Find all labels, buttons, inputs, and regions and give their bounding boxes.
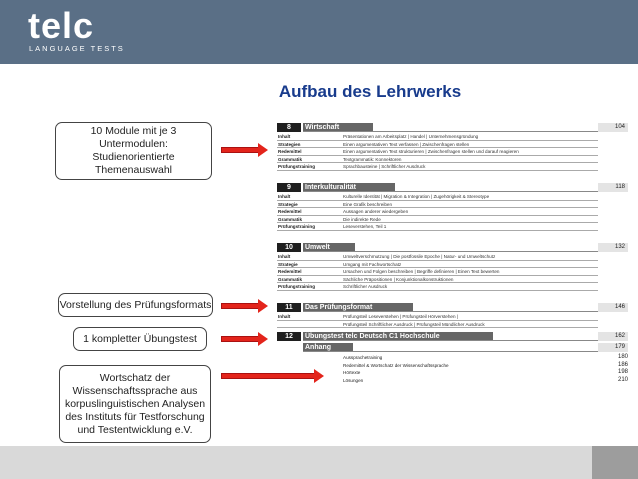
logo-word: telc <box>28 5 95 46</box>
module-number: 12 <box>277 332 301 341</box>
appendix-page: 179 <box>598 343 628 352</box>
toc-row: Prüfungstraining Sprachbausteine | Schriftlicher Ausdruck <box>277 163 598 171</box>
toc-row: Redemittel Ursachen und Folgen beschreiben | Begriffe definieren | Einen Text bewerten <box>277 268 598 276</box>
arrow-practice-test <box>221 334 269 344</box>
module-header <box>277 243 628 252</box>
module-rows <box>277 193 598 231</box>
callout-modules: 10 Module mit je 3 Untermodulen: Studienorientierte Themenauswahl <box>55 122 212 180</box>
module-number: 10 <box>277 243 301 252</box>
appendix-item: Aussprachetraining 180 <box>343 354 628 360</box>
appendix-item: Hörtexte 198 <box>343 369 628 376</box>
callout-vocabulary: Wortschatz der Wissenschaftssprache aus korpuslinguistischen Analysen des Instituts für Testforschung und Testentwicklung e.V. <box>59 365 211 443</box>
module-name: Interkulturalität <box>303 183 395 192</box>
toc-row: Inhalt Umweltverschmutzung | Die postfossile Epoche | Natur- und Umweltschutz <box>277 253 598 261</box>
toc-row: Strategien Einen argumentativen Text verfassen | Zwischenfragen stellen <box>277 141 598 149</box>
module-name: Umwelt <box>303 243 355 252</box>
toc-row: Grammatik Sächliche Präpositionen | Konjunktionalkonstruktionen <box>277 276 598 284</box>
table-of-contents <box>277 123 628 426</box>
module-rows <box>277 133 598 171</box>
module-page: 162 <box>598 332 628 341</box>
toc-row: Prüfungsteil Schriftlicher Ausdruck | Prüfungsteil Mündlicher Ausdruck <box>277 321 598 329</box>
footer-accent <box>592 446 638 479</box>
module-header <box>277 183 628 192</box>
module-page: 146 <box>598 303 628 312</box>
toc-row: Inhalt Präsentationen am Arbeitsplatz | Handel | Unternehmensgründung <box>277 133 598 141</box>
toc-row: Grammatik Die indirekte Rede <box>277 216 598 224</box>
logo-subtitle: LANGUAGE TESTS <box>29 44 125 53</box>
module-name: Das Prüfungsformat <box>303 303 413 312</box>
module-page: 118 <box>598 183 628 192</box>
toc-row: Strategie Eine Grafik beschreiben <box>277 201 598 209</box>
arrow-exam-format <box>221 301 269 311</box>
toc-row: Strategie Umgang mit Fachwortschatz <box>277 261 598 269</box>
toc-row: Prüfungstraining Leseverstehen, Teil 1 <box>277 223 598 231</box>
module-rows <box>277 313 598 328</box>
toc-row: Inhalt Prüfungsteil Leseverstehen | Prüfungsteil Hörverstehen | <box>277 313 598 321</box>
appendix-list <box>343 354 628 384</box>
module-header <box>277 332 628 341</box>
module-name: Wirtschaft <box>303 123 373 132</box>
module-rows <box>277 253 598 291</box>
module-header <box>277 123 628 132</box>
toc-row: Grammatik Textgrammatik: Konnektoren <box>277 156 598 164</box>
module-page: 104 <box>598 123 628 132</box>
arrow-modules <box>221 145 269 155</box>
appendix-item: Redemittel & Wortschatz der Wissenschaftssprache 186 <box>343 361 628 368</box>
module-name: Übungstest telc Deutsch C1 Hochschule <box>303 332 493 341</box>
toc-row: Redemittel Aussagen anderer wiedergeben <box>277 208 598 216</box>
module-number: 8 <box>277 123 301 132</box>
appendix-name: Anhang <box>303 343 353 352</box>
callout-practice-test: 1 kompletter Übungstest <box>73 327 207 351</box>
slide-title: Aufbau des Lehrwerks <box>278 82 462 101</box>
telc-logo <box>28 6 138 58</box>
appendix-header <box>277 343 628 352</box>
callout-exam-format: Vorstellung des Prüfungsformats <box>58 293 213 317</box>
module-header <box>277 303 628 312</box>
appendix-item: Lösungen 210 <box>343 376 628 383</box>
module-page: 132 <box>598 243 628 252</box>
toc-row: Prüfungstraining Schriftlicher Ausdruck <box>277 283 598 291</box>
header-band <box>0 0 638 64</box>
module-number: 11 <box>277 303 301 312</box>
toc-row: Inhalt Kulturelle Identität | Migration & Integration | Zugehörigkeit & Stereotype <box>277 193 598 201</box>
toc-row: Redemittel Einen argumentativen Text strukturieren | Zwischenfragen stellen und darauf reagieren <box>277 148 598 156</box>
module-number: 9 <box>277 183 301 192</box>
footer-band <box>0 446 638 479</box>
